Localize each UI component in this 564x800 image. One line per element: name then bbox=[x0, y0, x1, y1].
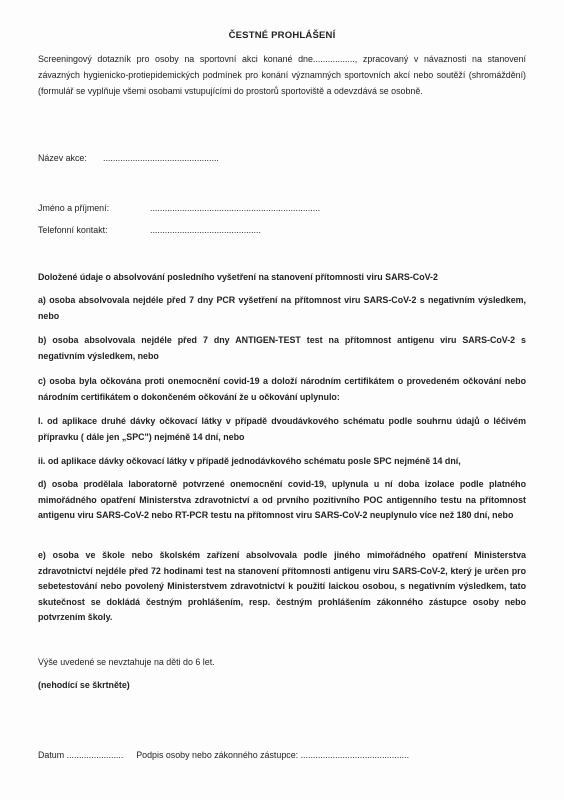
phone-label: Telefonní kontakt: bbox=[38, 225, 108, 235]
date-field[interactable]: ....................... bbox=[66, 750, 124, 760]
strike-instruction: (nehodící se škrtněte) bbox=[38, 680, 130, 690]
option-b: b) osoba absolvovala nejdéle před 7 dny ANTIGEN-TEST test na přítomnost antigenu viru SARS-CoV-2 s negativním výsledkem, nebo bbox=[38, 335, 526, 361]
option-d: d) osoba prodělala laboratorně potvrzené onemocnění covid-19, uplynula u ní doba izolace podle platného mimořádného opatření Ministerstva zdravotnictví a od prvního pozitivního POC antigenního testu na přítomnost antigenu viru SARS-CoV-2 nebo RT-PCR testu na přítomnost viru SARS-CoV-2 neuplynulo více než 180 dní, nebo bbox=[38, 479, 526, 520]
section-heading: Doložené údaje o absolvování posledního vyšetření na stanovení přítomnosti viru SARS-CoV-2 bbox=[38, 272, 438, 282]
event-name-field[interactable]: ............................................... bbox=[103, 153, 219, 163]
signature-footer bbox=[38, 750, 409, 760]
signature-label: Podpis osoby nebo zákonného zástupce: bbox=[136, 750, 299, 760]
phone-field[interactable]: ............................................. bbox=[150, 225, 261, 235]
document-title: ČESTNÉ PROHLÁŠENÍ bbox=[228, 30, 336, 41]
date-label: Datum bbox=[38, 750, 65, 760]
event-name-label: Název akce: bbox=[38, 153, 87, 163]
option-c-ii: ii. od aplikace dávky očkovací látky v případě jednodávkového schématu posle SPC nejméně 14 dní, bbox=[38, 456, 461, 466]
signature-field[interactable]: ............................................ bbox=[300, 750, 410, 760]
intro-paragraph: Screeningový dotazník pro osoby na sportovní akci konané dne................., zpracovaný v návaznosti na stanovení závazných hygienicko-protiepidemických podmínek pro konání významných sportovních akcí nebo soutěží (shromáždění) (formulář se vyplňuje všemi osobami vstupujícími do prostorů sportoviště a odevzdává se osobně. bbox=[38, 54, 526, 96]
full-name-field[interactable]: ..................................................................... bbox=[150, 203, 321, 213]
age-exemption-note: Výše uvedené se nevztahuje na děti do 6 let. bbox=[38, 657, 215, 667]
option-a: a) osoba absolvovala nejdéle před 7 dny PCR vyšetření na přítomnost viru SARS-CoV-2 s negativním výsledkem, nebo bbox=[38, 295, 526, 321]
option-c: c) osoba byla očkována proti onemocnění covid-19 a doloží národním certifikátem o provedeném očkování nebo národním certifikátem o dokončeném očkování že u očkování uplynulo: bbox=[38, 376, 526, 402]
full-name-label: Jméno a příjmení: bbox=[38, 203, 110, 213]
option-e: e) osoba ve škole nebo školském zařízení absolvovala podle jiného mimořádného opatření Ministerstva zdravotnictví nejdéle před 72 hodinami test na stanovení přítomnosti antigenu viru SARS-CoV-2, který je určen pro sebetestování nebo povolený Ministerstvem zdravotnictví k použití laickou osobou, s negativním výsledkem, tato skutečnost se dokládá čestným prohlášením, resp. čestným prohlášením zákonného zástupce osoby nebo potvrzením školy. bbox=[38, 550, 526, 622]
option-c-i: I. od aplikace druhé dávky očkovací látky v případě dvoudávkového schématu podle souhrnu údajů o léčivém přípravku ( dále jen „SPC") nejméně 14 dní, nebo bbox=[38, 416, 526, 442]
